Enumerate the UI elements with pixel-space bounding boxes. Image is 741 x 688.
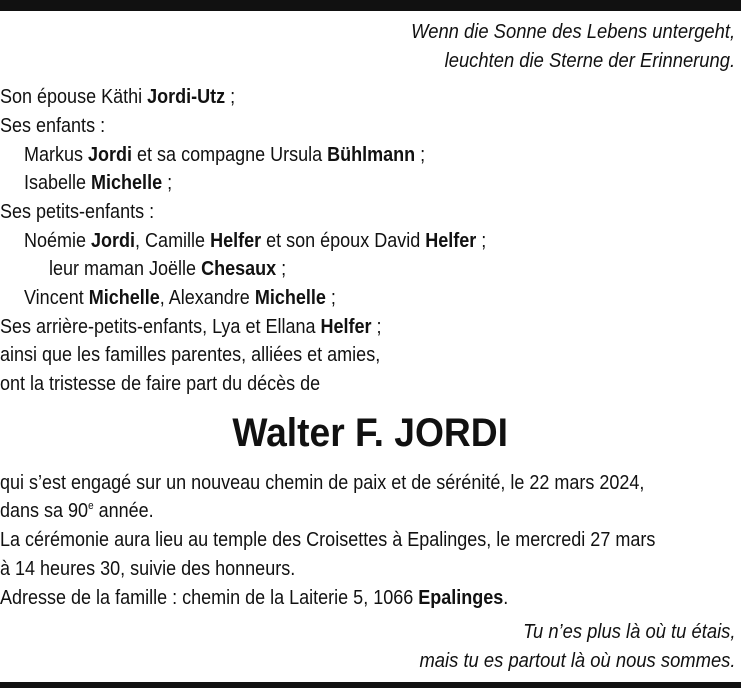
child1-partner-text: et sa compagne Ursula bbox=[137, 144, 323, 166]
opening-quote bbox=[411, 18, 735, 76]
details-line-3: La cérémonie aura lieu au temple des Croisettes à Epalinges, le mercredi 27 mars bbox=[0, 529, 656, 551]
announcement-line: ont la tristesse de faire part du décès de bbox=[0, 373, 321, 395]
details-line-2 bbox=[0, 497, 154, 525]
great-grandchildren-suffix: ; bbox=[376, 316, 382, 338]
grandchildren-line-2 bbox=[49, 255, 286, 283]
relatives-line: ainsi que les familles parentes, alliées et amies, bbox=[0, 344, 381, 366]
grandchildren-line1-suffix: ; bbox=[481, 230, 487, 252]
child1-surname: Jordi bbox=[88, 144, 133, 166]
bottom-border-rule bbox=[0, 682, 741, 688]
address-prefix: Adresse de la famille : chemin de la Laiterie 5, 1066 bbox=[0, 587, 414, 609]
details-line-4: à 14 heures 30, suivie des honneurs. bbox=[0, 558, 296, 580]
spouse-suffix: ; bbox=[230, 86, 236, 108]
address-suffix: . bbox=[503, 587, 509, 609]
great-grandchildren-line bbox=[0, 313, 382, 341]
age-ordinal: e bbox=[88, 500, 94, 512]
spouse-surname: Jordi-Utz bbox=[147, 86, 226, 108]
details-line-1: qui s’est engagé sur un nouveau chemin de paix et de sérénité, le 22 mars 2024, bbox=[0, 472, 645, 494]
child-line-2 bbox=[24, 169, 172, 197]
spouse-prefix: Son épouse Käthi bbox=[0, 86, 143, 108]
child1-first: Markus bbox=[24, 144, 84, 166]
grandchildren-line-1 bbox=[24, 227, 486, 255]
children-heading: Ses enfants : bbox=[0, 115, 106, 137]
opening-quote-line-1: Wenn die Sonne des Lebens untergeht, bbox=[411, 21, 735, 43]
grandchild3-surname: Michelle bbox=[88, 287, 160, 309]
grandchild4-surname: Michelle bbox=[254, 287, 326, 309]
mother-suffix: ; bbox=[281, 258, 287, 280]
grandchild2-spouse-surname: Helfer bbox=[425, 230, 477, 252]
deceased-name bbox=[0, 405, 741, 461]
grandchild1-first: Noémie bbox=[24, 230, 87, 252]
grandchild1-surname: Jordi bbox=[91, 230, 136, 252]
child2-first: Isabelle bbox=[24, 172, 87, 194]
age-text: dans sa 90 bbox=[0, 500, 89, 522]
deceased-name-text: Walter F. JORDI bbox=[232, 411, 509, 455]
mother-prefix: leur maman Joëlle bbox=[49, 258, 197, 280]
opening-quote-line-2: leuchten die Sterne der Erinnerung. bbox=[444, 50, 735, 72]
child1-partner-surname: Bühlmann bbox=[327, 144, 416, 166]
mother-surname: Chesaux bbox=[201, 258, 277, 280]
closing-quote-line-2: mais tu es partout là où nous sommes. bbox=[418, 650, 735, 672]
grandchild2-first: , Camille bbox=[135, 230, 206, 252]
grandchildren-line3-suffix: ; bbox=[330, 287, 336, 309]
spouse-line bbox=[0, 83, 235, 111]
child2-suffix: ; bbox=[167, 172, 173, 194]
address-city: Epalinges bbox=[418, 587, 504, 609]
closing-quote bbox=[419, 618, 735, 676]
great-grandchildren-surname: Helfer bbox=[320, 316, 372, 338]
grandchild3-first: Vincent bbox=[24, 287, 84, 309]
family-address bbox=[0, 584, 508, 612]
grandchild2-surname: Helfer bbox=[210, 230, 262, 252]
child2-surname: Michelle bbox=[91, 172, 163, 194]
grandchild2-spouse-text: et son époux David bbox=[266, 230, 421, 252]
grandchildren-line-3 bbox=[24, 284, 336, 312]
top-border-rule bbox=[0, 0, 741, 11]
age-suffix: année. bbox=[93, 500, 154, 522]
great-grandchildren-prefix: Ses arrière-petits-enfants, Lya et Ellana bbox=[0, 316, 316, 338]
grandchildren-heading: Ses petits-enfants : bbox=[0, 201, 155, 223]
closing-quote-line-1: Tu n’es plus là où tu étais, bbox=[522, 621, 735, 643]
grandchild4-first: , Alexandre bbox=[159, 287, 250, 309]
child1-suffix: ; bbox=[420, 144, 426, 166]
child-line-1 bbox=[24, 141, 425, 169]
